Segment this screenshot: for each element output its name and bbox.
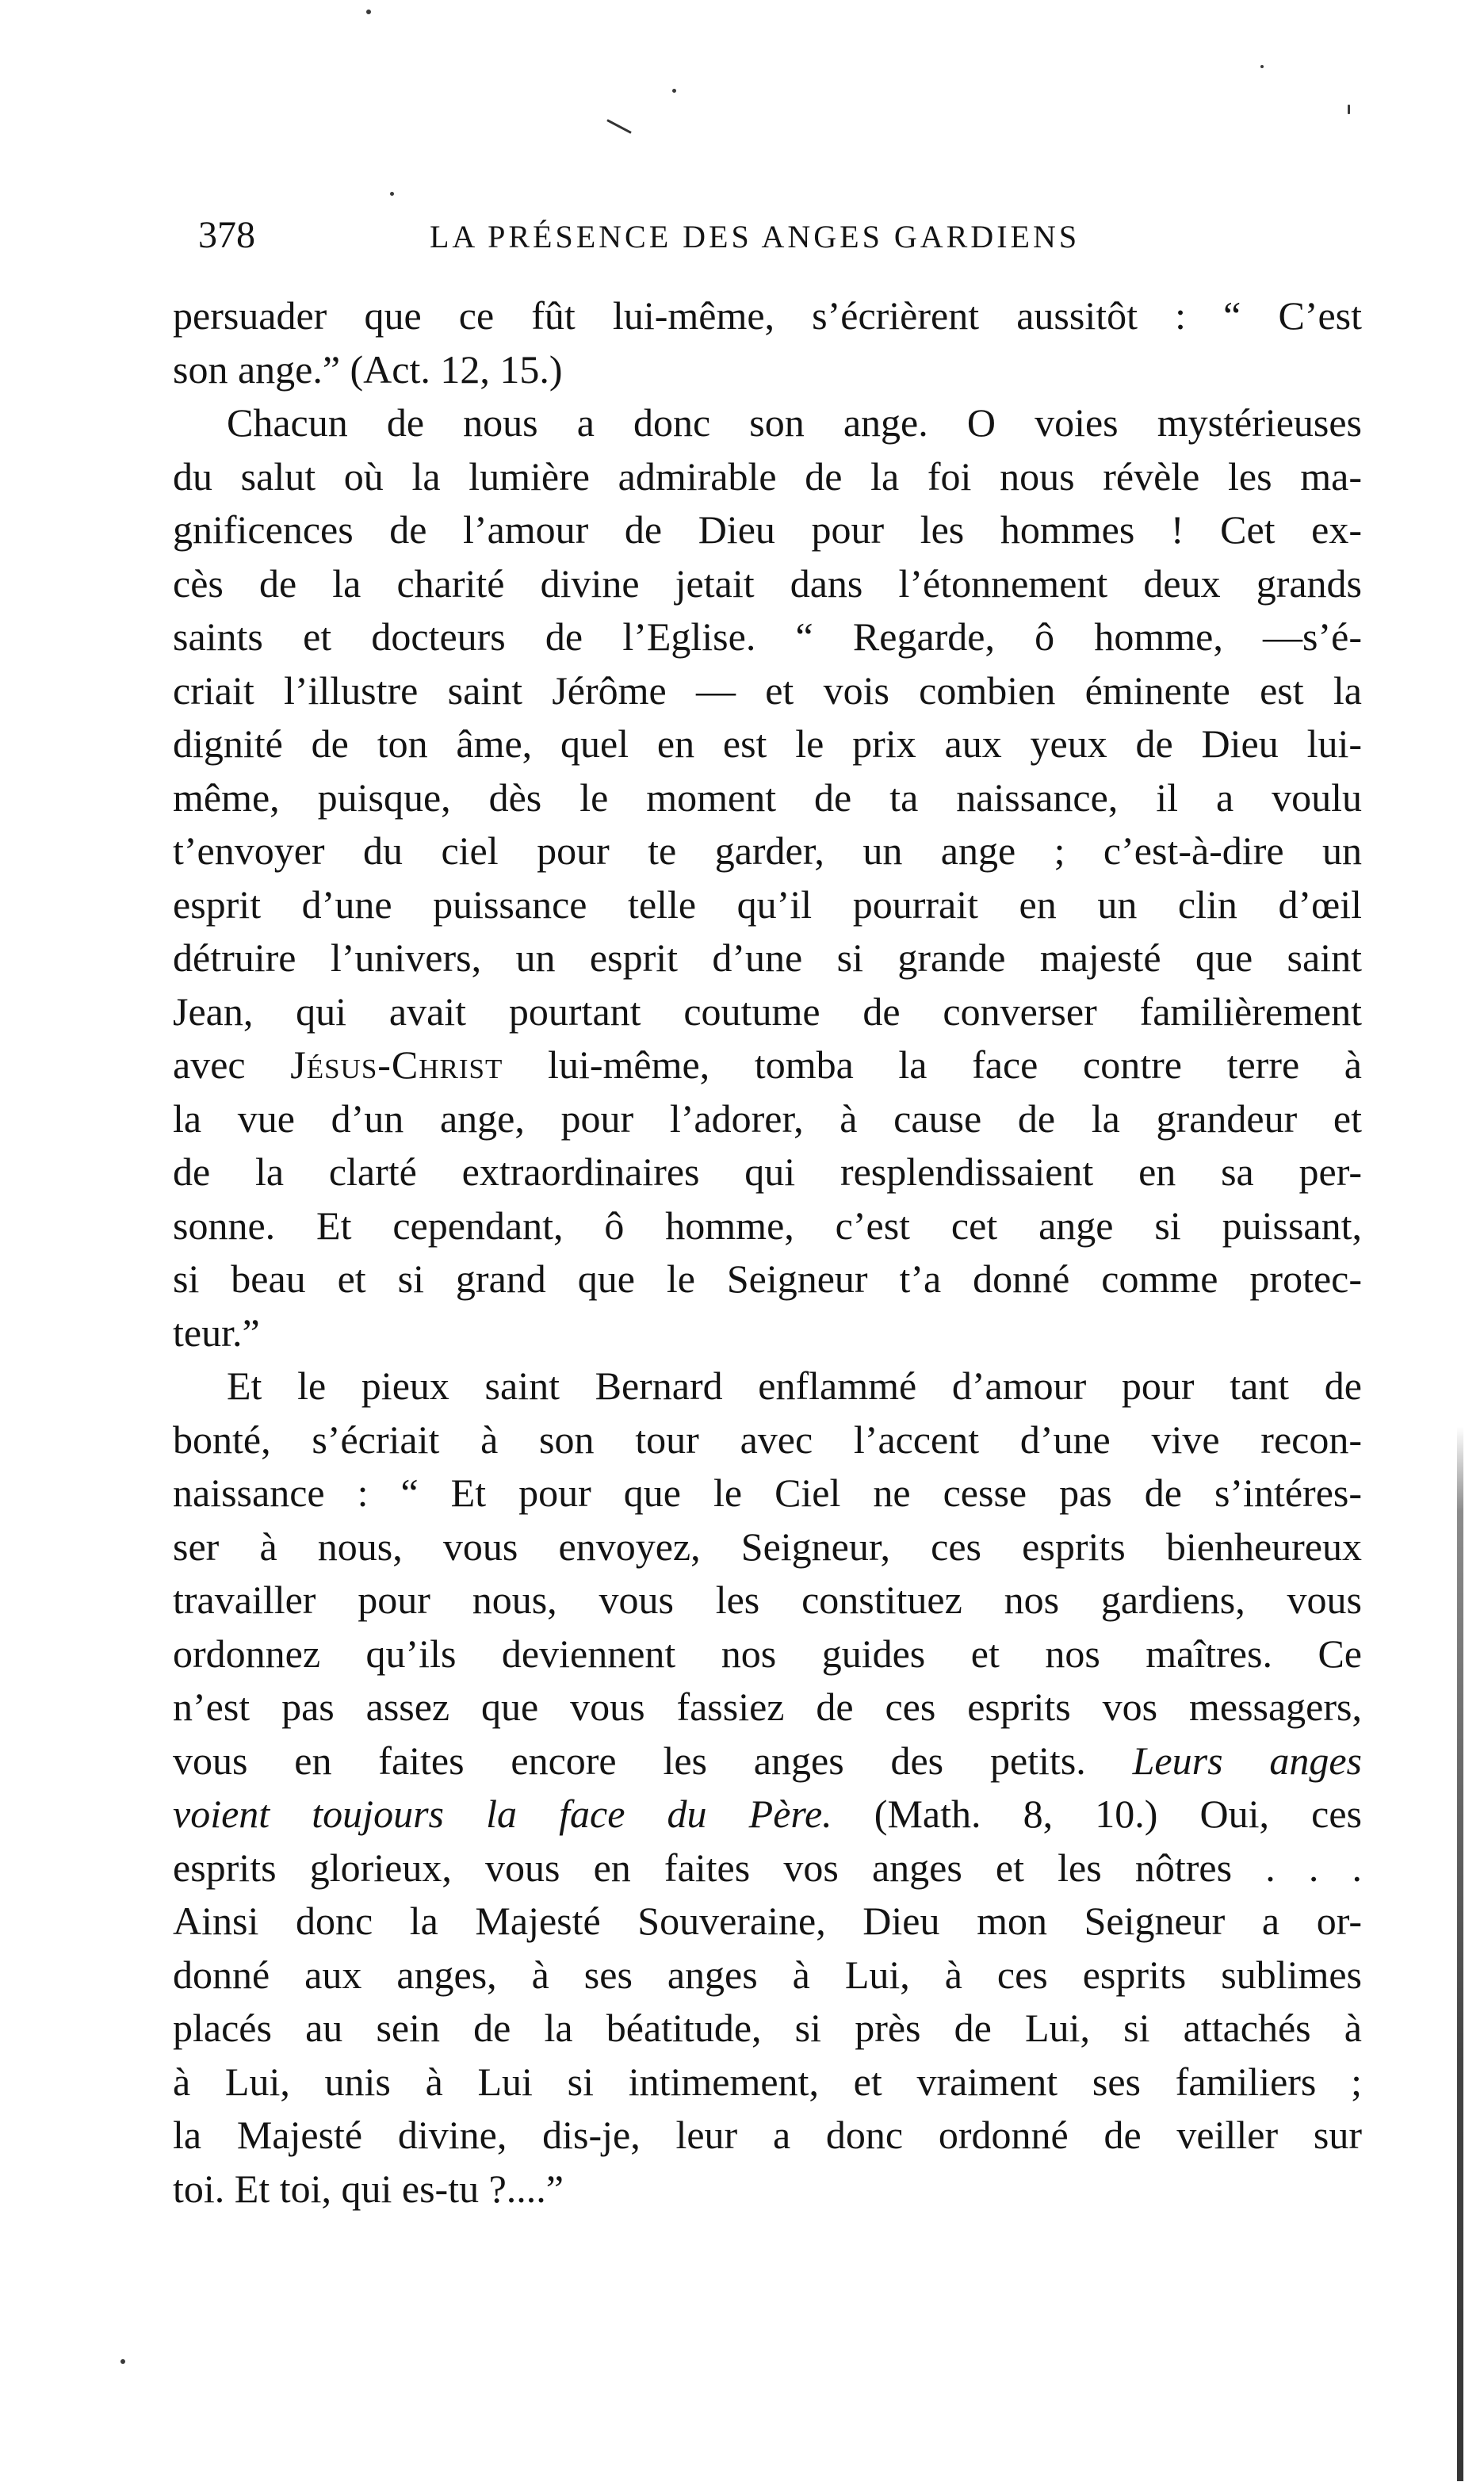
- text-line: teur.”: [173, 1310, 260, 1355]
- text-line: ordonnez qu’ils deviennent nos guides et nos maîtres. Ce: [173, 1631, 1362, 1676]
- text-line: la Majesté divine, dis-je, leur a donc ordonné de veiller sur: [173, 2113, 1362, 2157]
- text-line: vous en faites encore les anges des petits. Leurs anges: [173, 1738, 1362, 1783]
- scan-speck: [366, 10, 371, 14]
- text-line: travailler pour nous, vous les constituez nos gardiens, vous: [173, 1578, 1362, 1622]
- scan-edge-shadow: [1457, 1427, 1463, 2481]
- running-title: LA PRÉSENCE DES ANGES GARDIENS: [430, 219, 1080, 254]
- text-line: persuader que ce fût lui-même, s’écrièrent aussitôt : “ C’est: [173, 293, 1362, 338]
- text-line: voient toujours la face du Père. (Math. 8, 10.) Oui, ces: [173, 1792, 1362, 1836]
- text-line: si beau et si grand que le Seigneur t’a donné comme protec-: [173, 1256, 1362, 1301]
- text-line: placés au sein de la béatitude, si près de Lui, si attachés à: [173, 2006, 1362, 2050]
- scan-speck: [390, 192, 394, 196]
- text-line: saints et docteurs de l’Eglise. “ Regarde, ô homme, —s’é-: [173, 614, 1362, 659]
- text-line: sonne. Et cependant, ô homme, c’est cet ange si puissant,: [173, 1203, 1362, 1248]
- text-line: dignité de ton âme, quel en est le prix aux yeux de Dieu lui-: [173, 721, 1362, 766]
- text-line: Et le pieux saint Bernard enflammé d’amour pour tant de: [227, 1363, 1362, 1408]
- scan-speck: [120, 2359, 125, 2364]
- text-line: gnificences de l’amour de Dieu pour les hommes ! Cet ex-: [173, 507, 1362, 552]
- text-line: la vue d’un ange, pour l’adorer, à cause de la grandeur et: [173, 1096, 1362, 1141]
- text-line: Jean, qui avait pourtant coutume de converser familièrement: [173, 989, 1362, 1034]
- text-line: n’est pas assez que vous fassiez de ces esprits vos messagers,: [173, 1685, 1362, 1729]
- text-line: détruire l’univers, un esprit d’une si grande majesté que saint: [173, 935, 1362, 980]
- text-line: cès de la charité divine jetait dans l’étonnement deux grands: [173, 560, 1362, 606]
- text-line: Ainsi donc la Majesté Souveraine, Dieu mon Seigneur a or-: [173, 1899, 1362, 1943]
- text-line: ser à nous, vous envoyez, Seigneur, ces esprits bienheureux: [173, 1524, 1362, 1569]
- text-line: donné aux anges, à ses anges à Lui, à ces esprits sublimes: [173, 1952, 1362, 1997]
- text-line: toi. Et toi, qui es-tu ?....”: [173, 2166, 564, 2211]
- text-line: son ange.” (Act. 12, 15.): [173, 346, 563, 392]
- text-line: de la clarté extraordinaires qui resplendissaient en sa per-: [173, 1149, 1362, 1194]
- text-line: avec Jésus-Christ lui-même, tomba la face contre terre à: [173, 1042, 1363, 1087]
- italic-phrase: voient toujours la face du Père.: [173, 1792, 832, 1836]
- scan-mark: [606, 119, 631, 134]
- small-caps-name: Jésus-Christ: [290, 1042, 503, 1087]
- body-text: [173, 289, 1362, 2216]
- text-line: esprits glorieux, vous en faites vos anges et les nôtres . . .: [173, 1845, 1362, 1890]
- text-line: esprit d’une puissance telle qu’il pourrait en un clin d’œil: [173, 882, 1362, 927]
- text-line: à Lui, unis à Lui si intimement, et vraiment ses familiers ;: [173, 2059, 1362, 2104]
- scan-speck: [1348, 105, 1350, 114]
- text-line: même, puisque, dès le moment de ta naissance, il a voulu: [173, 774, 1362, 820]
- scan-speck: [672, 89, 676, 93]
- page-number: 378: [198, 214, 255, 256]
- text-line: Chacun de nous a donc son ange. O voies mystérieuses: [227, 400, 1362, 445]
- text-line: bonté, s’écriait à son tour avec l’accent d’une vive recon-: [173, 1417, 1362, 1462]
- italic-phrase: Leurs anges: [1132, 1738, 1362, 1783]
- scan-speck: [1260, 65, 1264, 68]
- text-line: naissance : “ Et pour que le Ciel ne cesse pas de s’intéres-: [173, 1470, 1362, 1515]
- text-line: t’envoyer du ciel pour te garder, un ange ; c’est-à-dire un: [173, 828, 1362, 873]
- running-head: [198, 208, 1379, 263]
- text-line: du salut où la lumière admirable de la foi nous révèle les ma-: [173, 453, 1362, 499]
- text-line: criait l’illustre saint Jérôme — et vois combien éminente est la: [173, 667, 1362, 713]
